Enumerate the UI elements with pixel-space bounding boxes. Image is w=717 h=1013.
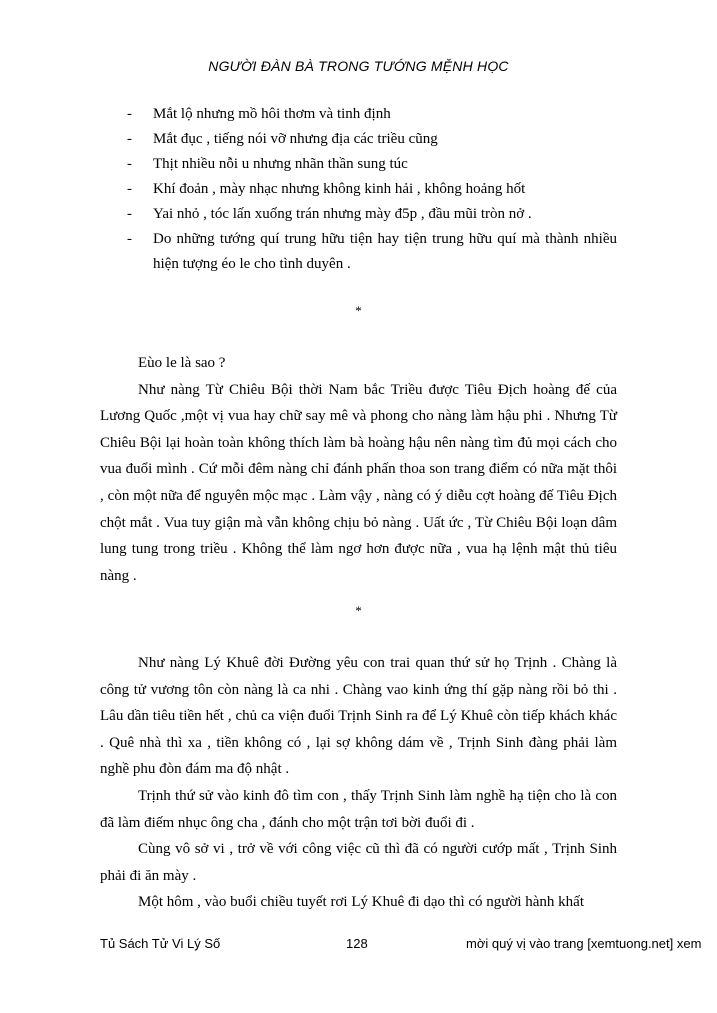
- section-separator: *: [355, 303, 362, 318]
- bullet-text: Khí đoản , mày nhạc nhưng không kinh hải , không hoảng hốt: [153, 181, 526, 197]
- paragraph: Như nàng Lý Khuê đời Đường yêu con trai quan thứ sử họ Trịnh . Chàng là công tử vương tôn còn nàng là ca nhi . Chàng vao kinh ứng thí gặp nàng rồi bỏ thi . Lâu dần tiêu tiền hết , chủ ca viện đuổi Trịnh Sinh ra để Lý Khuê còn tiếp khách khác . Quê nhà thì xa , tiền không có , lại sợ không dám về , Trịnh Sinh đàng phải làm nghề phu đòn đám ma độ nhật .: [100, 655, 617, 778]
- bullet-text: Do những tướng quí trung hữu tiện hay tiện trung hữu quí mà thành nhiều hiện tượng éo le cho tình duyên .: [153, 231, 617, 272]
- paragraph: Cùng vô sở vi , trở về với công việc cũ thì đã có người cướp mất , Trịnh Sinh phải đi ăn mày .: [100, 841, 617, 884]
- bullet-dash: -: [127, 206, 132, 222]
- paragraph: Một hôm , vào buổi chiều tuyết rơi Lý Khuê đi dạo thì có người hành khất: [138, 894, 585, 911]
- bullet-text: Mắt lộ nhưng mồ hôi thơm và tinh định: [153, 106, 391, 122]
- bullet-text: Thịt nhiều nỗi u nhưng nhãn thần sung túc: [153, 156, 408, 172]
- section-one: [100, 350, 617, 589]
- bullet-dash: -: [127, 156, 132, 172]
- page-footer: [100, 936, 717, 956]
- bullet-list: [0, 102, 717, 277]
- bullet-text: Yai nhỏ , tóc lấn xuống trán nhưng mày đ5p , đầu mũi tròn nở .: [153, 206, 532, 222]
- footer-series-title: Tủ Sách Tử Vi Lý Số: [100, 936, 221, 951]
- bullet-dash: -: [127, 106, 132, 122]
- paragraph: Như nàng Từ Chiêu Bội thời Nam bắc Triều được Tiêu Địch hoàng đế của Lương Quốc ,một vị vua hay chữ say mê và phong cho nàng làm hậu phi . Nhưng Từ Chiêu Bội lại hoàn toàn không thích làm bà hoàng hậu nên nàng tìm đủ mọi cách cho vua đuổi mình . Cứ mỗi đêm nàng chỉ đánh phấn thoa son trang điểm có nữa mặt thôi , còn một nữa để nguyên mộc mạc . Làm vậy , nàng có ý diễu cợt hoàng đế Tiêu Địch chột mắt . Vua tuy giận mà vẫn không chịu bỏ nàng . Uất ức , Từ Chiêu Bội loạn dâm lung tung trong triều . Không thể làm ngơ hơn được nữa , vua hạ lệnh mật thủ tiêu nàng .: [100, 381, 617, 584]
- bullet-dash: -: [127, 231, 132, 247]
- list-item: [0, 177, 717, 202]
- list-item: [0, 227, 717, 277]
- section-two: [100, 650, 617, 916]
- running-header: NGƯỜI ĐÀN BÀ TRONG TƯỚNG MỆNH HỌC: [208, 58, 509, 74]
- section-separator: *: [355, 603, 362, 618]
- page-number: 128: [346, 936, 368, 951]
- footer-website-note: mời quý vị vào trang [xemtuong.net] xem: [466, 936, 702, 951]
- list-item: [0, 102, 717, 127]
- bullet-dash: -: [127, 131, 132, 147]
- bullet-text: Mắt đục , tiếng nói vỡ nhưng địa các triều cũng: [153, 131, 438, 147]
- bullet-dash: -: [127, 181, 132, 197]
- paragraph: Eùo le là sao ?: [138, 355, 226, 371]
- list-item: [0, 152, 717, 177]
- paragraph: Trịnh thứ sử vào kinh đô tìm con , thấy Trịnh Sinh làm nghề hạ tiện cho là con đã làm điếm nhục ông cha , đánh cho một trận tơi bời đuổi đi .: [100, 787, 617, 831]
- list-item: [0, 202, 717, 227]
- list-item: [0, 127, 717, 152]
